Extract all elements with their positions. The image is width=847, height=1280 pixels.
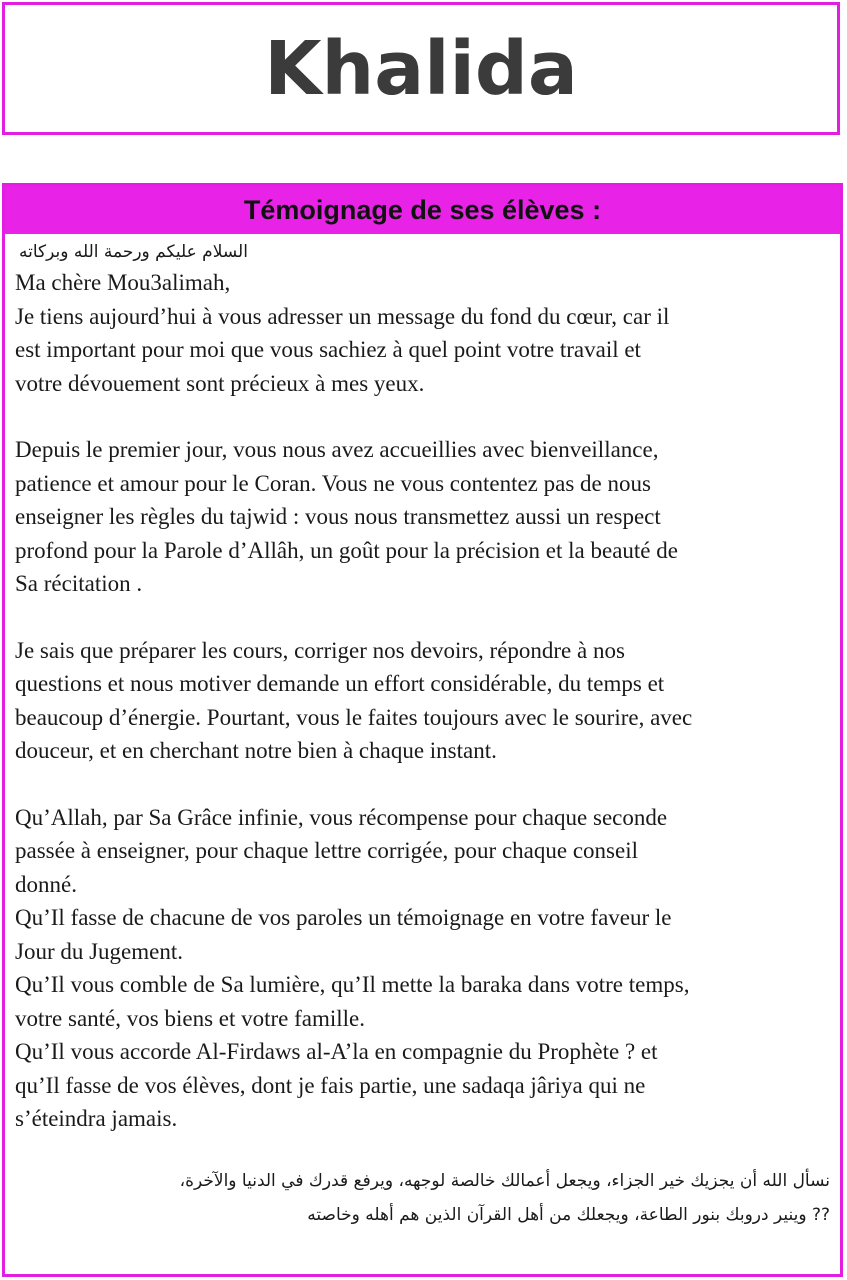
paragraph-line: votre santé, vos biens et votre famille. — [15, 1005, 366, 1031]
page-title: Khalida — [264, 25, 578, 112]
paragraph-line: enseigner les règles du tajwid : vous nous transmettez aussi un respect — [15, 504, 661, 529]
paragraph-line: beaucoup d’énergie. Pourtant, vous le faites toujours avec le sourire, avec — [15, 704, 693, 730]
arabic-closing-dua — [15, 1164, 830, 1232]
paragraph-1 — [15, 300, 830, 401]
paragraph-line: Qu’Il vous comble de Sa lumière, qu’Il mette la baraka dans votre temps, — [15, 972, 690, 997]
paragraph-line: donné. — [15, 871, 77, 897]
section-header: Témoignage de ses élèves : — [5, 186, 840, 234]
paragraph-line: questions et nous motiver demande un effort considérable, du temps et — [15, 671, 665, 696]
paragraph-line: est important pour moi que vous sachiez à quel point votre travail et — [15, 337, 641, 362]
paragraph-line: Je tiens aujourd’hui à vous adresser un message du fond du cœur, car il — [15, 303, 670, 329]
paragraph-line: Je sais que préparer les cours, corriger nos devoirs, répondre à nos — [15, 637, 625, 663]
title-banner — [2, 2, 840, 135]
dua-line: نسأل الله أن يجزيك خير الجزاء، ويجعل أعمالك خالصة لوجهه، ويرفع قدرك في الدنيا والآخرة، — [179, 1170, 830, 1191]
testimonial-body — [5, 234, 840, 1232]
paragraph-4 — [15, 801, 830, 1136]
salutation: Ma chère Mou3alimah, — [15, 270, 231, 295]
paragraph-line: votre dévouement sont précieux à mes yeux. — [15, 370, 425, 396]
paragraph-line: Qu’Il fasse de chacune de vos paroles un témoignage en votre faveur le — [15, 905, 672, 930]
paragraph-line: Depuis le premier jour, vous nous avez accueillies avec bienveillance, — [15, 437, 659, 462]
paragraph-line: profond pour la Parole d’Allâh, un goût pour la précision et la beauté de — [15, 537, 678, 563]
paragraph-line: douceur, et en cherchant notre bien à chaque instant. — [15, 738, 497, 763]
paragraph-line: Jour du Jugement. — [15, 938, 184, 964]
paragraph-line: Qu’Il vous accorde Al-Firdaws al-A’la en compagnie du Prophète ? et — [15, 1039, 658, 1064]
paragraph-line: patience et amour pour le Coran. Vous ne vous contentez pas de nous — [15, 470, 651, 496]
dua-line: ?? وينير دروبك بنور الطاعة، ويجعلك من أهل القرآن الذين هم أهله وخاصته — [307, 1204, 830, 1225]
testimonial-card — [2, 183, 843, 1277]
paragraph-line: Sa récitation . — [15, 571, 143, 596]
paragraph-line: Qu’Allah, par Sa Grâce infinie, vous récompense pour chaque seconde — [15, 804, 668, 830]
paragraph-line: s’éteindra jamais. — [15, 1106, 178, 1131]
arabic-greeting: السلام عليكم ورحمة الله وبركاته — [19, 242, 248, 262]
paragraph-3 — [15, 634, 830, 768]
paragraph-line: qu’Il fasse de vos élèves, dont je fais partie, une sadaqa jâriya qui ne — [15, 1072, 646, 1098]
paragraph-line: passée à enseigner, pour chaque lettre corrigée, pour chaque conseil — [15, 838, 638, 863]
paragraph-2 — [15, 433, 830, 601]
